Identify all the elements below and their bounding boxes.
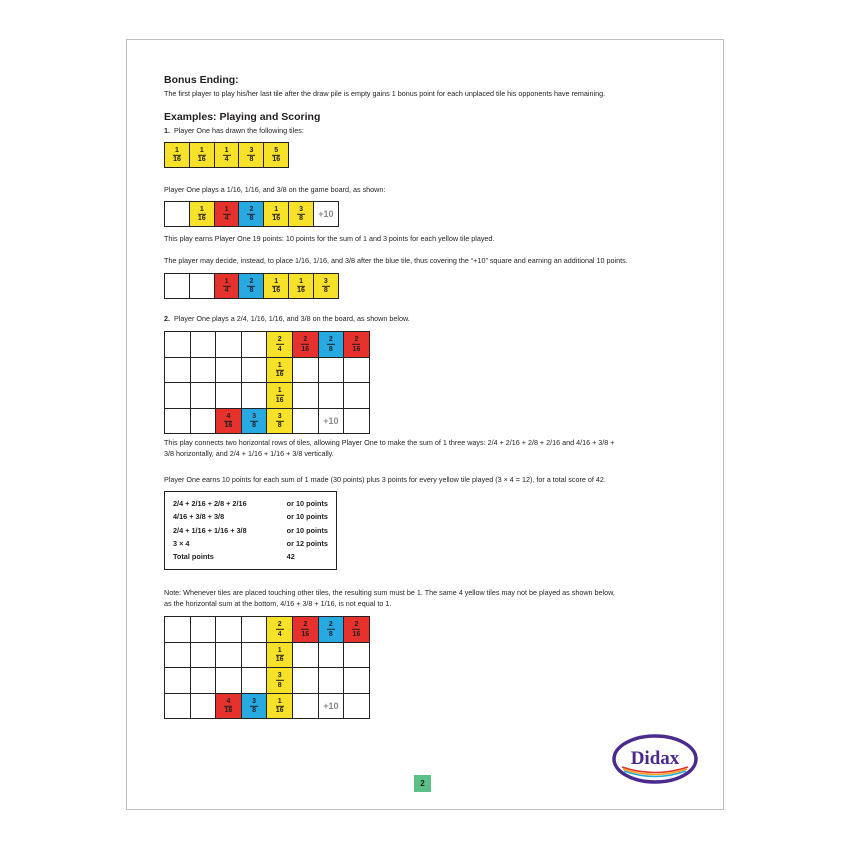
example-1-number: 1. bbox=[164, 126, 170, 135]
fraction-denominator: 16 bbox=[272, 156, 281, 164]
fraction-tile bbox=[313, 273, 339, 299]
fraction-numerator: 2 bbox=[277, 621, 282, 629]
tile-fraction bbox=[344, 336, 369, 352]
fraction-tile bbox=[319, 332, 345, 358]
bonus-square bbox=[319, 694, 345, 720]
fraction-tile bbox=[238, 201, 264, 227]
fraction-tile bbox=[344, 332, 370, 358]
empty-square bbox=[344, 643, 370, 669]
fraction-tile bbox=[189, 201, 215, 227]
empty-square bbox=[344, 409, 370, 435]
fraction-tile bbox=[267, 643, 293, 669]
tile-fraction bbox=[289, 278, 313, 294]
empty-square bbox=[189, 273, 215, 299]
fraction-tile bbox=[288, 273, 314, 299]
empty-square bbox=[165, 383, 191, 409]
tile-fraction bbox=[215, 206, 239, 222]
empty-square bbox=[165, 694, 191, 720]
play-1-board-row bbox=[164, 201, 338, 226]
fraction-numerator: 2 bbox=[354, 621, 359, 629]
fraction-denominator: 16 bbox=[275, 396, 284, 404]
empty-square bbox=[242, 332, 268, 358]
fraction-denominator: 16 bbox=[275, 656, 284, 664]
empty-square bbox=[191, 617, 217, 643]
example-2-intro bbox=[164, 313, 410, 324]
page-number-badge: 2 bbox=[414, 775, 431, 792]
empty-square bbox=[165, 409, 191, 435]
fraction-denominator: 16 bbox=[197, 215, 206, 223]
empty-square bbox=[293, 668, 319, 694]
note-board-grid bbox=[164, 616, 370, 719]
fraction-tile bbox=[242, 694, 268, 720]
tile-fraction bbox=[314, 278, 338, 294]
score-table-box bbox=[164, 491, 337, 570]
empty-square bbox=[344, 694, 370, 720]
tile-fraction bbox=[293, 336, 318, 352]
score-points: 42 bbox=[286, 552, 295, 562]
fraction-denominator: 16 bbox=[301, 345, 310, 353]
empty-square bbox=[293, 643, 319, 669]
tile-fraction bbox=[216, 413, 241, 429]
empty-square bbox=[191, 358, 217, 384]
score-expression: 2/4 + 2/16 + 2/8 + 2/16 bbox=[173, 499, 247, 509]
example-2-connect-line-2: 3/8 horizontally, and 2/4 + 1/16 + 1/16 + 3/8 vertically. bbox=[164, 449, 334, 458]
fraction-numerator: 2 bbox=[249, 277, 254, 285]
fraction-numerator: 1 bbox=[277, 361, 282, 369]
empty-square bbox=[191, 409, 217, 435]
fraction-numerator: 2 bbox=[249, 205, 254, 213]
fraction-numerator: 1 bbox=[274, 277, 279, 285]
note-line-1: Note: Whenever tiles are placed touching other tiles, the resulting sum must be 1. The same 4 yellow tiles may not be played as shown below, bbox=[164, 588, 615, 597]
fraction-numerator: 1 bbox=[299, 277, 304, 285]
tile-fraction bbox=[242, 698, 267, 714]
fraction-numerator: 3 bbox=[299, 205, 304, 213]
tile-fraction bbox=[190, 206, 214, 222]
fraction-tile bbox=[242, 409, 268, 435]
empty-square bbox=[165, 332, 191, 358]
fraction-numerator: 3 bbox=[277, 412, 282, 420]
tile-fraction bbox=[267, 336, 292, 352]
empty-square bbox=[216, 617, 242, 643]
example-2-earn-text: Player One earns 10 points for each sum of 1 made (30 points) plus 3 points for every yellow tile played (3 × 4 = 12), for a total score of 42. bbox=[164, 475, 606, 484]
empty-square bbox=[319, 383, 345, 409]
fraction-tile bbox=[263, 201, 289, 227]
empty-square bbox=[165, 617, 191, 643]
example-1-alt-text: The player may decide, instead, to place 1/16, 1/16, and 3/8 after the blue tile, thus covering the “+10” square and earning an additional 10 points. bbox=[164, 256, 628, 265]
fraction-denominator: 4 bbox=[224, 215, 229, 223]
tile-fraction bbox=[239, 278, 263, 294]
fraction-denominator: 4 bbox=[224, 287, 229, 295]
fraction-numerator: 1 bbox=[175, 146, 179, 154]
fraction-denominator: 16 bbox=[275, 707, 284, 715]
fraction-numerator: 5 bbox=[274, 146, 279, 154]
tile-fraction bbox=[239, 206, 263, 222]
empty-square bbox=[191, 668, 217, 694]
empty-square bbox=[164, 201, 190, 227]
fraction-numerator: 1 bbox=[199, 146, 204, 154]
bonus-text: The first player to play his/her last tile after the draw pile is empty gains 1 bonus point for each unplaced tile his opponents have remaining. bbox=[164, 89, 606, 98]
fraction-denominator: 16 bbox=[352, 630, 361, 638]
fraction-tile bbox=[238, 142, 264, 168]
bonus-square bbox=[313, 201, 339, 227]
empty-square bbox=[344, 383, 370, 409]
example-1-play-text: Player One plays a 1/16, 1/16, and 3/8 on the game board, as shown: bbox=[164, 185, 386, 194]
fraction-tile bbox=[267, 617, 293, 643]
score-row bbox=[173, 537, 328, 550]
score-points: or 10 points bbox=[286, 525, 328, 535]
fraction-numerator: 3 bbox=[249, 146, 254, 154]
fraction-denominator: 16 bbox=[297, 287, 305, 295]
fraction-denominator: 8 bbox=[277, 422, 282, 430]
fraction-tile bbox=[267, 694, 293, 720]
fraction-numerator: 3 bbox=[277, 672, 282, 680]
fraction-denominator: 8 bbox=[323, 287, 328, 295]
tile-fraction bbox=[264, 278, 288, 294]
tile-fraction bbox=[267, 621, 292, 637]
fraction-denominator: 16 bbox=[275, 371, 284, 379]
fraction-denominator: 16 bbox=[173, 156, 181, 164]
empty-square bbox=[191, 643, 217, 669]
fraction-tile bbox=[267, 409, 293, 435]
example-2-text: Player One plays a 2/4, 1/16, 1/16, and 3/8 on the board, as shown below. bbox=[174, 314, 410, 323]
fraction-tile bbox=[214, 201, 240, 227]
fraction-numerator: 1 bbox=[224, 277, 229, 285]
fraction-denominator: 16 bbox=[197, 156, 206, 164]
fraction-tile bbox=[214, 142, 240, 168]
fraction-numerator: 4 bbox=[226, 697, 231, 705]
bonus-heading: Bonus Ending: bbox=[164, 74, 239, 86]
empty-square bbox=[344, 358, 370, 384]
empty-square bbox=[216, 643, 242, 669]
empty-square bbox=[165, 358, 191, 384]
fraction-denominator: 8 bbox=[252, 707, 257, 715]
tile-fraction bbox=[267, 362, 292, 378]
note-line-2: as the horizontal sum at the bottom, 4/16 + 3/8 + 1/16, is not equal to 1. bbox=[164, 599, 392, 608]
fraction-denominator: 4 bbox=[224, 156, 229, 164]
tile-fraction bbox=[289, 206, 313, 222]
fraction-numerator: 2 bbox=[328, 336, 333, 344]
tile-fraction bbox=[293, 621, 318, 637]
empty-square bbox=[319, 668, 345, 694]
fraction-numerator: 1 bbox=[277, 646, 282, 654]
drawn-tiles-row bbox=[164, 142, 288, 167]
tile-fraction bbox=[215, 278, 239, 294]
examples-heading: Examples: Playing and Scoring bbox=[164, 111, 321, 123]
bonus-label: +10 bbox=[323, 416, 339, 427]
fraction-denominator: 4 bbox=[277, 630, 282, 638]
empty-square bbox=[191, 332, 217, 358]
score-points: or 10 points bbox=[286, 512, 328, 522]
fraction-tile bbox=[216, 409, 242, 435]
empty-square bbox=[344, 668, 370, 694]
fraction-denominator: 8 bbox=[277, 681, 282, 689]
empty-square bbox=[319, 358, 345, 384]
tile-fraction bbox=[239, 147, 263, 163]
fraction-tile bbox=[293, 332, 319, 358]
example-1-intro bbox=[164, 125, 304, 136]
fraction-tile bbox=[263, 273, 289, 299]
empty-square bbox=[242, 668, 268, 694]
empty-square bbox=[191, 694, 217, 720]
tile-fraction bbox=[190, 147, 214, 163]
fraction-numerator: 2 bbox=[354, 336, 359, 344]
empty-square bbox=[216, 383, 242, 409]
fraction-numerator: 1 bbox=[224, 146, 229, 154]
fraction-denominator: 4 bbox=[277, 345, 282, 353]
fraction-tile bbox=[189, 142, 215, 168]
fraction-numerator: 3 bbox=[323, 277, 328, 285]
fraction-numerator: 2 bbox=[277, 336, 282, 344]
fraction-tile bbox=[238, 273, 264, 299]
tile-fraction bbox=[267, 698, 292, 714]
fraction-denominator: 8 bbox=[252, 422, 257, 430]
empty-square bbox=[191, 383, 217, 409]
score-expression: 3 × 4 bbox=[173, 539, 190, 549]
fraction-numerator: 1 bbox=[199, 205, 204, 213]
didax-logo bbox=[612, 734, 698, 784]
fraction-tile bbox=[344, 617, 370, 643]
fraction-denominator: 16 bbox=[352, 345, 361, 353]
example-2-board-grid bbox=[164, 331, 370, 434]
tile-fraction bbox=[165, 147, 189, 163]
tile-fraction bbox=[264, 147, 288, 163]
fraction-tile bbox=[267, 383, 293, 409]
tile-fraction bbox=[267, 413, 292, 429]
fraction-denominator: 16 bbox=[301, 630, 310, 638]
logo-text: Didax bbox=[630, 748, 680, 769]
score-row bbox=[173, 524, 328, 537]
fraction-numerator: 1 bbox=[274, 205, 279, 213]
empty-square bbox=[242, 358, 268, 384]
fraction-tile bbox=[214, 273, 240, 299]
fraction-tile bbox=[216, 694, 242, 720]
fraction-numerator: 1 bbox=[277, 387, 282, 395]
tile-fraction bbox=[344, 621, 369, 637]
fraction-denominator: 16 bbox=[224, 422, 233, 430]
fraction-tile bbox=[164, 142, 190, 168]
bonus-label: +10 bbox=[323, 701, 339, 712]
fraction-numerator: 3 bbox=[252, 697, 257, 705]
empty-square bbox=[216, 358, 242, 384]
tile-fraction bbox=[242, 413, 267, 429]
fraction-denominator: 16 bbox=[272, 287, 281, 295]
score-row bbox=[173, 510, 328, 523]
empty-square bbox=[242, 643, 268, 669]
score-table bbox=[173, 497, 328, 563]
example-1-points-text: This play earns Player One 19 points: 10 points for the sum of 1 and 3 points for each yellow tile played. bbox=[164, 234, 495, 243]
fraction-denominator: 8 bbox=[249, 215, 254, 223]
fraction-denominator: 16 bbox=[224, 707, 233, 715]
tile-fraction bbox=[264, 206, 288, 222]
fraction-tile bbox=[293, 617, 319, 643]
fraction-numerator: 2 bbox=[303, 336, 308, 344]
empty-square bbox=[164, 273, 190, 299]
tile-fraction bbox=[267, 672, 292, 688]
example-2-connect-line-1: This play connects two horizontal rows of tiles, allowing Player One to make the sum of 1 three ways: 2/4 + 2/16 + 2/8 + 2/16 and 4/16 + 3/8 + bbox=[164, 438, 615, 447]
tile-fraction bbox=[319, 336, 344, 352]
fraction-denominator: 8 bbox=[299, 215, 304, 223]
fraction-tile bbox=[263, 142, 289, 168]
fraction-numerator: 2 bbox=[328, 621, 333, 629]
empty-square bbox=[216, 668, 242, 694]
fraction-denominator: 16 bbox=[272, 215, 281, 223]
fraction-tile bbox=[267, 332, 293, 358]
fraction-numerator: 2 bbox=[303, 621, 308, 629]
score-row bbox=[173, 497, 328, 510]
empty-square bbox=[293, 358, 319, 384]
example-2-number: 2. bbox=[164, 314, 170, 323]
fraction-denominator: 8 bbox=[249, 156, 254, 164]
score-points: or 12 points bbox=[286, 539, 328, 549]
empty-square bbox=[165, 668, 191, 694]
play-1-alt-board-row bbox=[164, 273, 338, 298]
bonus-square bbox=[319, 409, 345, 435]
score-expression: 4/16 + 3/8 + 3/8 bbox=[173, 512, 225, 522]
score-row bbox=[173, 550, 328, 563]
tile-fraction bbox=[215, 147, 239, 163]
empty-square bbox=[216, 332, 242, 358]
tile-fraction bbox=[267, 387, 292, 403]
fraction-tile bbox=[267, 668, 293, 694]
fraction-numerator: 3 bbox=[252, 412, 257, 420]
score-points: or 10 points bbox=[286, 499, 328, 509]
score-expression: 2/4 + 1/16 + 1/16 + 3/8 bbox=[173, 525, 247, 535]
fraction-numerator: 1 bbox=[224, 205, 229, 213]
fraction-denominator: 8 bbox=[328, 630, 333, 638]
empty-square bbox=[242, 617, 268, 643]
fraction-tile bbox=[267, 358, 293, 384]
fraction-numerator: 1 bbox=[277, 697, 282, 705]
empty-square bbox=[319, 643, 345, 669]
fraction-denominator: 8 bbox=[249, 287, 254, 295]
tile-fraction bbox=[319, 621, 344, 637]
fraction-numerator: 4 bbox=[226, 412, 231, 420]
bonus-label: +10 bbox=[318, 209, 334, 219]
example-1-text: Player One has drawn the following tiles: bbox=[174, 126, 304, 135]
empty-square bbox=[293, 383, 319, 409]
empty-square bbox=[165, 643, 191, 669]
empty-square bbox=[293, 694, 319, 720]
fraction-tile bbox=[319, 617, 345, 643]
fraction-tile bbox=[288, 201, 314, 227]
empty-square bbox=[242, 383, 268, 409]
tile-fraction bbox=[267, 647, 292, 663]
fraction-denominator: 8 bbox=[328, 345, 333, 353]
score-expression: Total points bbox=[173, 552, 214, 562]
empty-square bbox=[293, 409, 319, 435]
tile-fraction bbox=[216, 698, 241, 714]
